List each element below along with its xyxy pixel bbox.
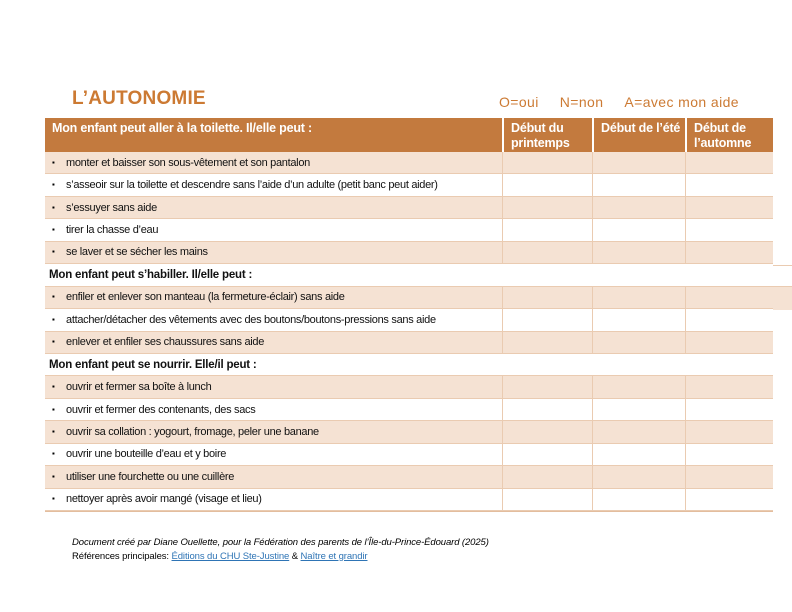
- row-overflow-artifact: [773, 287, 792, 309]
- bullet-icon: ▪: [52, 337, 55, 347]
- answer-cell-ete: [592, 152, 685, 173]
- row-label: ▪ ouvrir et fermer sa boîte à lunch: [45, 376, 502, 397]
- table-row: [45, 444, 773, 466]
- legend-item-oui: O=oui: [499, 94, 539, 110]
- answer-cell-automne: [685, 242, 773, 263]
- answer-cell-ete: [592, 287, 685, 308]
- answer-cell-ete: [592, 421, 685, 442]
- bullet-icon: ▪: [52, 426, 55, 436]
- references-separator: &: [289, 550, 301, 562]
- references-line: [72, 550, 489, 564]
- row-label: ▪ enlever et enfiler ses chaussures sans aide: [45, 332, 502, 353]
- table-row: [45, 332, 773, 354]
- answer-cell-printemps: [502, 242, 592, 263]
- answer-cell-ete: [592, 197, 685, 218]
- answer-cell-ete: [592, 242, 685, 263]
- answer-cell-ete: [592, 466, 685, 487]
- answer-cell-automne: [685, 287, 773, 308]
- answer-cell-ete: [592, 489, 685, 510]
- answer-cell-printemps: [502, 174, 592, 195]
- answer-cell-automne: [685, 489, 773, 510]
- answer-cell-automne: [685, 399, 773, 420]
- answer-cell-ete: [592, 444, 685, 465]
- answer-cell-printemps: [502, 376, 592, 397]
- answer-cell-ete: [592, 174, 685, 195]
- table-header-row: [45, 118, 773, 152]
- bullet-icon: ▪: [52, 382, 55, 392]
- row-label: ▪ se laver et se sécher les mains: [45, 242, 502, 263]
- answer-cell-printemps: [502, 197, 592, 218]
- row-label: ▪ ouvrir sa collation : yogourt, fromage, peler une banane: [45, 421, 502, 442]
- answer-cell-printemps: [502, 152, 592, 173]
- row-overflow-artifact: [773, 265, 792, 287]
- answer-cell-printemps: [502, 421, 592, 442]
- answer-cell-automne: [685, 174, 773, 195]
- answer-cell-printemps: [502, 444, 592, 465]
- section-row: [45, 264, 773, 286]
- answer-cell-automne: [685, 376, 773, 397]
- row-label: ▪ nettoyer après avoir mangé (visage et lieu): [45, 489, 502, 510]
- answer-cell-printemps: [502, 332, 592, 353]
- table-row: [45, 466, 773, 488]
- header-col-printemps: Début du printemps: [502, 118, 592, 152]
- answer-cell-ete: [592, 399, 685, 420]
- answer-cell-printemps: [502, 466, 592, 487]
- section-row: [45, 354, 773, 376]
- table-row: [45, 242, 773, 264]
- table-row: [45, 399, 773, 421]
- table-row: [45, 219, 773, 241]
- row-label: ▪ tirer la chasse d’eau: [45, 219, 502, 240]
- table-row: [45, 197, 773, 219]
- answer-cell-automne: [685, 219, 773, 240]
- link-naitre-et-grandir[interactable]: Naître et grandir: [300, 550, 368, 562]
- bullet-icon: ▪: [52, 292, 55, 302]
- row-label: ▪ enfiler et enlever son manteau (la fermeture-éclair) sans aide: [45, 287, 502, 308]
- header-col-automne: Début de l’automne: [685, 118, 773, 152]
- answer-cell-printemps: [502, 287, 592, 308]
- legend-item-non: N=non: [559, 94, 604, 110]
- answer-cell-ete: [592, 332, 685, 353]
- table-row: [45, 174, 773, 196]
- row-label: ▪ ouvrir une bouteille d’eau et y boire: [45, 444, 502, 465]
- row-label: ▪ utiliser une fourchette ou une cuillère: [45, 466, 502, 487]
- row-label: ▪ monter et baisser son sous-vêtement et son pantalon: [45, 152, 502, 173]
- answer-cell-automne: [685, 152, 773, 173]
- row-label: ▪ s’asseoir sur la toilette et descendre sans l’aide d’un adulte (petit banc peut aider): [45, 174, 502, 195]
- answer-cell-automne: [685, 309, 773, 330]
- answer-cell-automne: [685, 444, 773, 465]
- row-label: ▪ ouvrir et fermer des contenants, des sacs: [45, 399, 502, 420]
- table-row: [45, 489, 773, 511]
- section-label: Mon enfant peut se nourrir. Elle/il peut :: [49, 358, 257, 371]
- answer-cell-printemps: [502, 489, 592, 510]
- footer: [72, 536, 489, 563]
- bullet-icon: ▪: [52, 202, 55, 212]
- answer-cell-printemps: [502, 309, 592, 330]
- page-title: L’AUTONOMIE: [72, 88, 206, 109]
- legend-item-aide: A=avec mon aide: [624, 94, 739, 110]
- table-row: [45, 152, 773, 174]
- table-body: [45, 152, 773, 512]
- answer-cell-automne: [685, 466, 773, 487]
- section-label: Mon enfant peut s’habiller. Il/elle peut :: [49, 268, 253, 281]
- answer-cell-automne: [685, 332, 773, 353]
- bullet-icon: ▪: [52, 471, 55, 481]
- table-row: [45, 287, 773, 309]
- answer-cell-ete: [592, 376, 685, 397]
- bullet-icon: ▪: [52, 247, 55, 257]
- table-row: [45, 421, 773, 443]
- bullet-icon: ▪: [52, 314, 55, 324]
- bullet-icon: ▪: [52, 449, 55, 459]
- legend: [499, 94, 739, 110]
- answer-cell-printemps: [502, 399, 592, 420]
- autonomy-table: [45, 118, 773, 512]
- answer-cell-printemps: [502, 219, 592, 240]
- bullet-icon: ▪: [52, 157, 55, 167]
- bullet-icon: ▪: [52, 225, 55, 235]
- row-label: ▪ attacher/détacher des vêtements avec des boutons/boutons-pressions sans aide: [45, 309, 502, 330]
- link-chu-ste-justine[interactable]: Éditions du CHU Ste-Justine: [171, 550, 290, 562]
- table-row: [45, 309, 773, 331]
- answer-cell-automne: [685, 197, 773, 218]
- document-credit: Document créé par Diane Ouellette, pour la Fédération des parents de l’Île-du-Prince-Édouard (2025): [72, 537, 489, 548]
- header-label: Mon enfant peut aller à la toilette. Il/elle peut :: [52, 121, 312, 135]
- bullet-icon: ▪: [52, 494, 55, 504]
- references-label: Références principales:: [72, 550, 172, 562]
- bullet-icon: ▪: [52, 404, 55, 414]
- answer-cell-automne: [685, 421, 773, 442]
- answer-cell-ete: [592, 309, 685, 330]
- table-row: [45, 376, 773, 398]
- header-col-ete: Début de l’été: [592, 118, 685, 152]
- answer-cell-ete: [592, 219, 685, 240]
- row-label: ▪ s’essuyer sans aide: [45, 197, 502, 218]
- bullet-icon: ▪: [52, 180, 55, 190]
